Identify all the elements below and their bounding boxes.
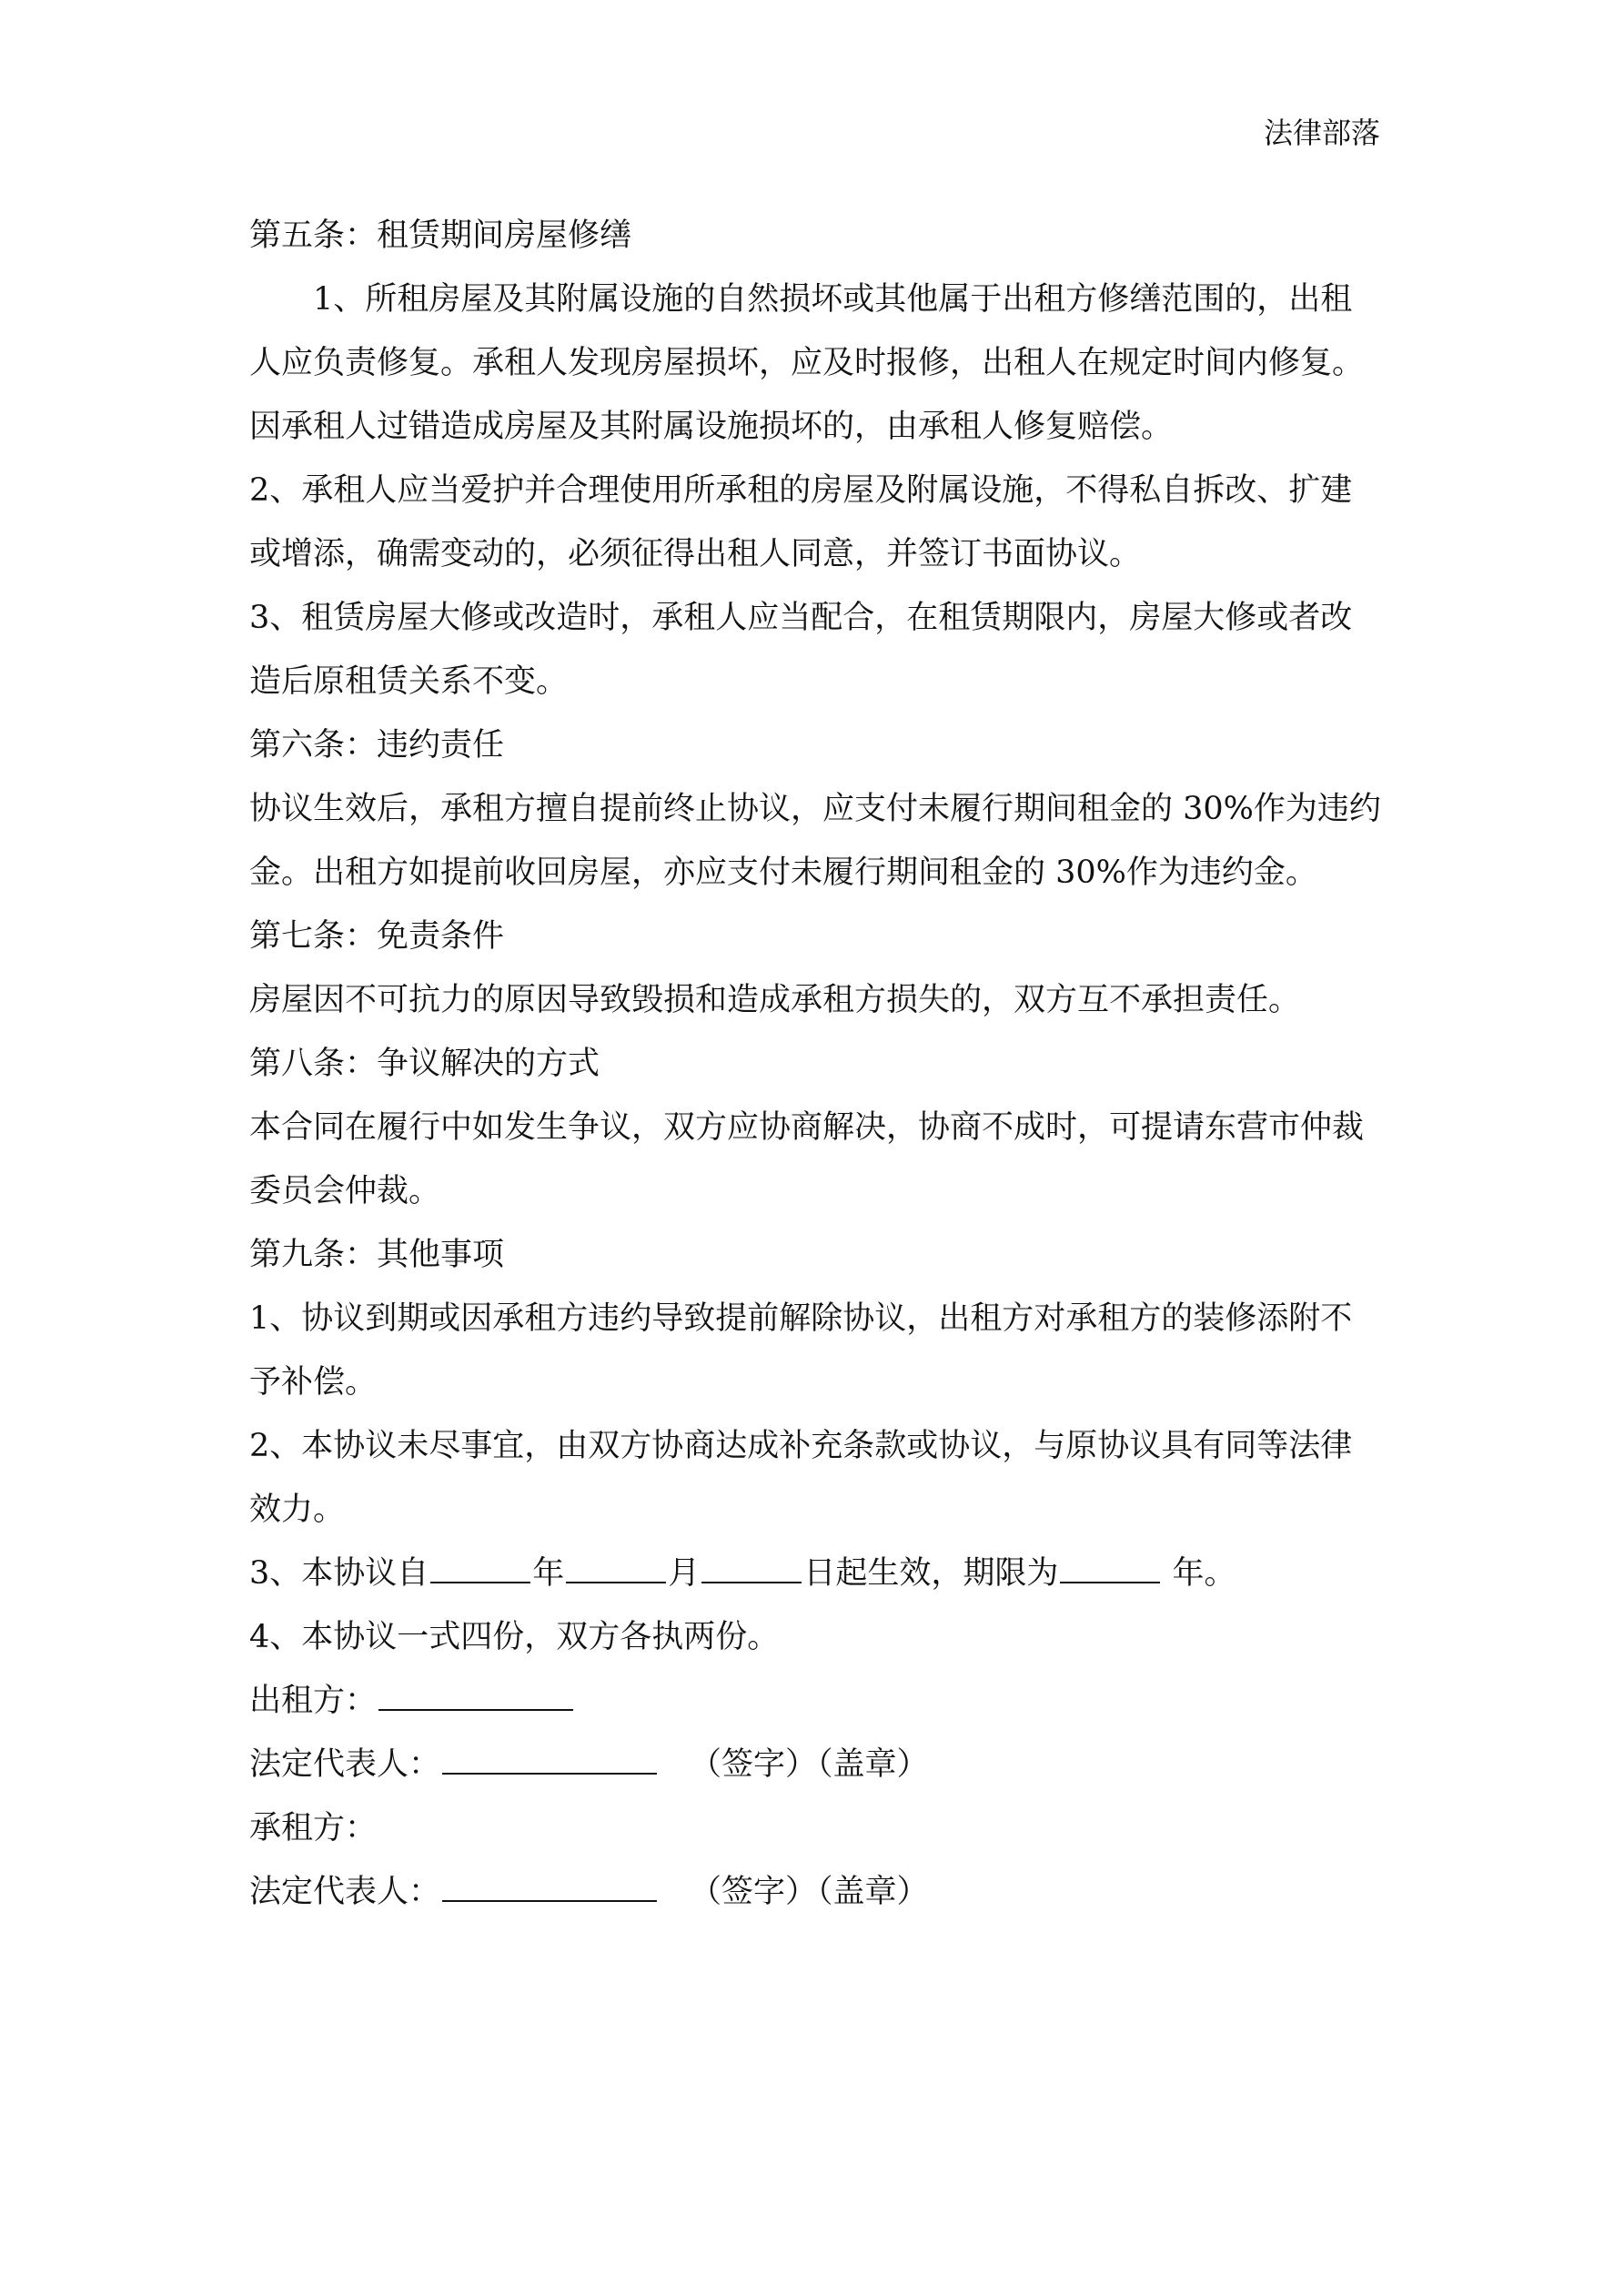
article-9-item-1-line-2: 予补偿。 — [249, 1364, 378, 1401]
article-9-item-1-line-1: 1、协议到期或因承租方违约导致提前解除协议，出租方对承租方的装修添附不 — [249, 1300, 1353, 1337]
term-years-blank[interactable] — [1060, 1551, 1160, 1583]
item-3-month-label: 月 — [668, 1555, 701, 1592]
lessor-signature-line — [249, 1669, 1377, 1733]
article-9-item-2-line-2: 效力。 — [249, 1492, 346, 1528]
header-watermark-text: 法律部落 — [1263, 116, 1380, 150]
legal-rep-label-2: 法定代表人： — [249, 1874, 441, 1910]
article-9-item-3 — [249, 1542, 1377, 1605]
lessee-legal-rep-line — [249, 1860, 1377, 1924]
day-blank[interactable] — [701, 1551, 802, 1583]
article-9-item-2-line-1: 2、本协议未尽事宜，由双方协商达成补充条款或协议，与原协议具有同等法律 — [249, 1428, 1353, 1464]
lessor-legal-rep-blank[interactable] — [442, 1742, 657, 1775]
lessor-label: 出租方： — [249, 1683, 378, 1719]
item-3-day-label: 日起生效，期限为 — [803, 1555, 1059, 1592]
article-7-title: 第七条：免责条件 — [249, 918, 505, 955]
lessor-name-blank[interactable] — [378, 1678, 573, 1711]
article-5-para-1-line-1: 1、所租房屋及其附属设施的自然损坏或其他属于出租方修缮范围的，出租 — [313, 281, 1353, 318]
article-6-title: 第六条：违约责任 — [249, 727, 505, 764]
month-blank[interactable] — [566, 1551, 666, 1583]
document-body — [249, 204, 1381, 1924]
sign-seal-note: （签字）（盖章） — [690, 1746, 929, 1783]
lessee-legal-rep-blank[interactable] — [442, 1869, 657, 1902]
article-5-para-1-line-2: 人应负责修复。承租人发现房屋损坏，应及时报修，出租人在规定时间内修复。 — [249, 345, 1365, 381]
article-8-line-1: 本合同在履行中如发生争议，双方应协商解决，协商不成时，可提请东营市仲裁 — [249, 1109, 1365, 1146]
article-6-line-2: 金。出租方如提前收回房屋，亦应支付未履行期间租金的 30%作为违约金。 — [249, 855, 1317, 891]
article-5-para-3-line-2: 造后原租赁关系不变。 — [249, 663, 569, 700]
article-6-line-1: 协议生效后，承租方擅自提前终止协议，应支付未履行期间租金的 30%作为违约 — [249, 791, 1381, 827]
lessee-signature-line — [249, 1796, 1377, 1860]
article-8-line-2: 委员会仲裁。 — [249, 1173, 441, 1209]
item-3-prefix: 3、本协议自 — [249, 1555, 429, 1592]
item-3-suffix: 年。 — [1162, 1555, 1236, 1592]
article-7-line-1: 房屋因不可抗力的原因导致毁损和造成承租方损失的，双方互不承担责任。 — [249, 982, 1301, 1018]
article-8-title: 第八条：争议解决的方式 — [249, 1046, 600, 1082]
article-5-para-2-line-2: 或增添，确需变动的，必须征得出租人同意，并签订书面协议。 — [249, 536, 1142, 572]
article-5-para-1-line-3: 因承租人过错造成房屋及其附属设施损坏的，由承租人修复赔偿。 — [249, 409, 1174, 445]
lessee-label: 承租方： — [249, 1810, 378, 1846]
legal-rep-label: 法定代表人： — [249, 1746, 441, 1783]
lessor-legal-rep-line — [249, 1733, 1377, 1796]
article-5-title: 第五条：租赁期间房屋修缮 — [249, 217, 632, 254]
sign-seal-note-2: （签字）（盖章） — [690, 1874, 929, 1910]
article-9-title: 第九条：其他事项 — [249, 1237, 505, 1273]
item-3-year-label: 年 — [532, 1555, 565, 1592]
article-5-para-2-line-1: 2、承租人应当爱护并合理使用所承租的房屋及附属设施，不得私自拆改、扩建 — [249, 472, 1353, 509]
article-5-para-3-line-1: 3、租赁房屋大修或改造时，承租人应当配合，在租赁期限内，房屋大修或者改 — [249, 600, 1353, 636]
year-blank[interactable] — [430, 1551, 530, 1583]
article-9-item-4: 4、本协议一式四份，双方各执两份。 — [249, 1619, 780, 1655]
